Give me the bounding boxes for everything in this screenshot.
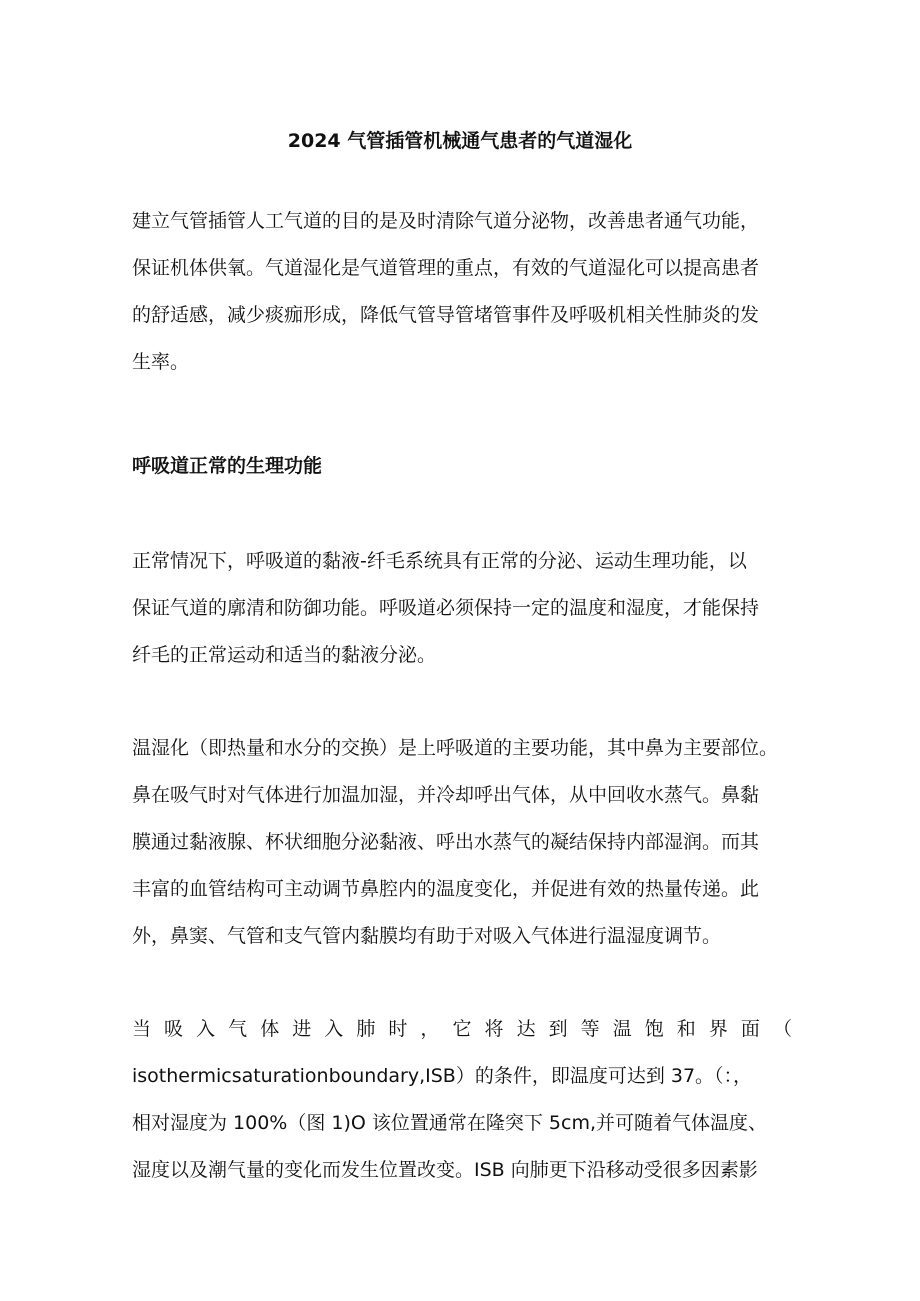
- spaced-char: 入: [196, 1018, 216, 1040]
- spaced-char: 将: [484, 1018, 504, 1040]
- spaced-char: 界: [708, 1018, 728, 1040]
- physiology-paragraph: [132, 538, 792, 679]
- paragraph-line: 纤毛的正常运动和适当的黏液分泌。: [132, 644, 437, 666]
- spaced-char: 肺: [356, 1018, 376, 1040]
- spaced-char: 入: [324, 1018, 344, 1040]
- paragraph-line: isothermicsaturationboundary,ISB）的条件，即温度可达到 37。（：，: [132, 1065, 753, 1087]
- spaced-char: 达: [516, 1018, 536, 1040]
- spaced-char: 体: [260, 1018, 280, 1040]
- spaced-char: 它: [452, 1018, 472, 1040]
- spaced-char: 面: [740, 1018, 760, 1040]
- spaced-char: 饱: [644, 1018, 664, 1040]
- isb-paragraph: [132, 1006, 792, 1194]
- paragraph-line: 外，鼻窦、气管和支气管内黏膜均有助于对吸入气体进行温湿度调节。: [132, 925, 722, 947]
- paragraph-line: 保证机体供氧。气道湿化是气道管理的重点，有效的气道湿化可以提高患者: [132, 257, 760, 279]
- spaced-char: （: [772, 1018, 792, 1040]
- spaced-char: 进: [292, 1018, 312, 1040]
- paragraph-line: 鼻在吸气时对气体进行加温加湿，并冷却呼出气体，从中回收水蒸气。鼻黏: [132, 784, 760, 806]
- section-heading: 呼吸道正常的生理功能: [132, 455, 323, 477]
- paragraph-line: 正常情况下，呼吸道的黏液-纤毛系统具有正常的分泌、运动生理功能，以: [132, 550, 747, 572]
- paragraph-line: 丰富的血管结构可主动调节鼻腔内的温度变化，并促进有效的热量传递。此: [132, 878, 760, 900]
- humidification-paragraph: [132, 725, 792, 960]
- paragraph-line: 保证气道的廓清和防御功能。呼吸道必须保持一定的温度和湿度，才能保持: [132, 597, 760, 619]
- paragraph-line-spaced: [132, 1006, 792, 1053]
- paragraph-line: 的舒适感，减少痰痂形成，降低气管导管堵管事件及呼吸机相关性肺炎的发: [132, 304, 760, 326]
- spaced-char: 时: [388, 1018, 408, 1040]
- paragraph-line: 生率。: [132, 351, 190, 373]
- spaced-char: 到: [548, 1018, 568, 1040]
- paragraph-line: 温湿化（即热量和水分的交换）是上呼吸道的主要功能，其中鼻为主要部位。: [132, 737, 779, 759]
- spaced-char: 吸: [164, 1018, 184, 1040]
- paragraph-line: 建立气管插管人工气道的目的是及时清除气道分泌物，改善患者通气功能，: [132, 210, 760, 232]
- spaced-char: 和: [676, 1018, 696, 1040]
- spaced-char: 温: [612, 1018, 632, 1040]
- intro-paragraph: [132, 198, 792, 386]
- document-title: 2024 气管插管机械通气患者的气道湿化: [287, 130, 633, 152]
- spaced-char: 等: [580, 1018, 600, 1040]
- spaced-char: 当: [132, 1018, 152, 1040]
- spaced-char: ，: [420, 1018, 440, 1040]
- paragraph-line: 膜通过黏液腺、杯状细胞分泌黏液、呼出水蒸气的凝结保持内部湿润。而其: [132, 831, 760, 853]
- paragraph-line: 相对湿度为 100%（图 1)O 该位置通常在隆突下 5cm,并可随着气体温度、: [132, 1112, 768, 1134]
- spaced-char: 气: [228, 1018, 248, 1040]
- paragraph-line: 湿度以及潮气量的变化而发生位置改变。ISB 向肺更下沿移动受很多因素影: [132, 1159, 758, 1181]
